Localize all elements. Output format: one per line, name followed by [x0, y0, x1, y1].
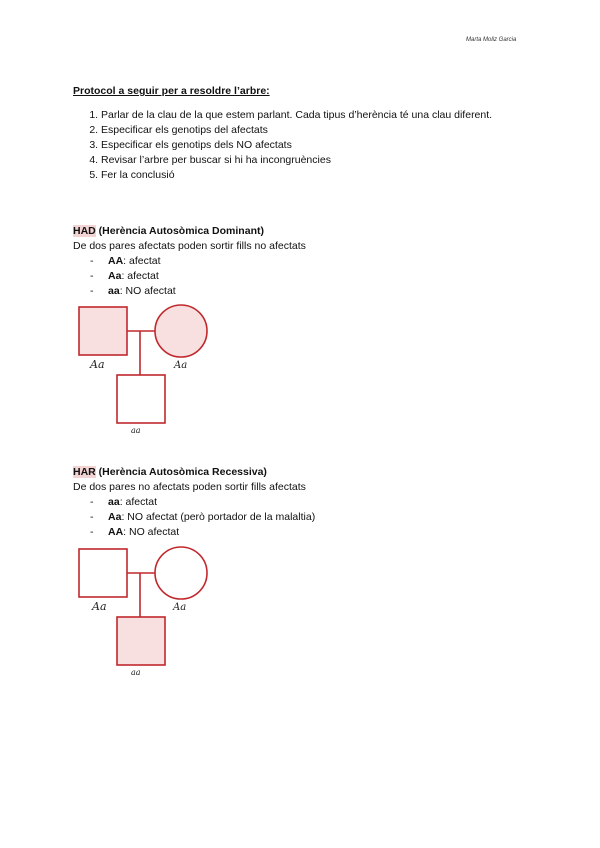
har-mother-circle	[155, 547, 207, 599]
har-name: (Herència Autosòmica Recessiva)	[95, 466, 267, 478]
had-description: De dos pares afectats poden sortir fills no afectats	[73, 240, 306, 252]
har-abbr: HAR	[73, 466, 96, 478]
had-abbr: HAD	[73, 225, 96, 237]
list-item: - AA: afectat	[73, 254, 176, 269]
protocol-step: 3. Especificar els genotips dels NO afectats	[101, 138, 492, 153]
author-name: Marta Moliz Garcia	[466, 37, 517, 43]
har-description: De dos pares no afectats poden sortir fills afectats	[73, 481, 306, 493]
har-father-label: Aa	[92, 600, 107, 613]
list-item: - AA: NO afectat	[73, 525, 315, 540]
had-father-label: Aa	[90, 358, 105, 371]
har-father-square	[79, 549, 127, 597]
protocol-step: 5. Fer la conclusió	[101, 168, 492, 183]
har-child-label: aa	[131, 668, 141, 677]
had-mother-label: Aa	[174, 360, 188, 371]
har-mother-label: Aa	[173, 602, 187, 613]
list-item: - Aa: NO afectat (però portador de la malaltia)	[73, 510, 315, 525]
protocol-title: Protocol a seguir per a resoldre l’arbre:	[73, 85, 270, 97]
protocol-step: 2. Especificar els genotips del afectats	[101, 123, 492, 138]
list-item: - aa: NO afectat	[73, 284, 176, 299]
list-item: - Aa: afectat	[73, 269, 176, 284]
protocol-step: 1. Parlar de la clau de la que estem parlant. Cada tipus d’herència té una clau diferent.	[101, 108, 492, 123]
had-child-label: aa	[131, 426, 141, 435]
had-name: (Herència Autosòmica Dominant)	[95, 225, 264, 237]
list-item: - aa: afectat	[73, 495, 315, 510]
protocol-step: 4. Revisar l’arbre per buscar si hi ha incongruències	[101, 153, 492, 168]
har-child-square	[117, 617, 165, 665]
